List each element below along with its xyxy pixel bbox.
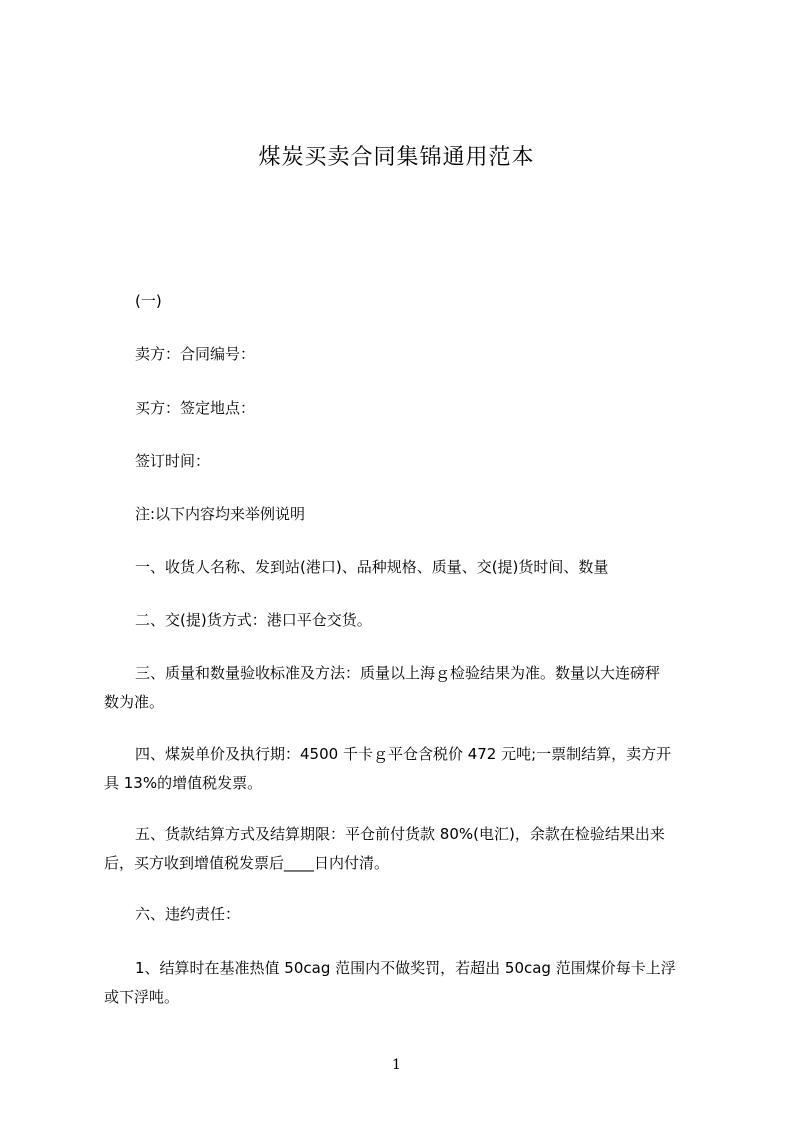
clause-6-item-1 bbox=[104, 954, 704, 1012]
clause-4-line-2: 具 13%的增值税发票。 bbox=[104, 774, 263, 792]
buyer-field: 买方：签定地点： bbox=[135, 399, 256, 417]
seller-field: 卖方：合同编号： bbox=[135, 345, 256, 363]
clause-5-line-1: 五、货款结算方式及结算期限：平仓前付货款 80%(电汇)，余款在检验结果出来 bbox=[135, 825, 665, 843]
clause-4-line-1: 四、煤炭单价及执行期：4500 千卡ｇ平仓含税价 472 元吨;一票制结算，卖方开 bbox=[135, 745, 672, 763]
clause-5 bbox=[104, 820, 704, 878]
section-number: (一) bbox=[135, 292, 162, 310]
clause-3 bbox=[104, 659, 704, 717]
clause-1: 一、收货人名称、发到站(港口)、品种规格、质量、交(提)货时间、数量 bbox=[135, 558, 609, 576]
clause-3-line-2: 数为准。 bbox=[104, 693, 165, 711]
clause-2: 二、交(提)货方式：港口平仓交货。 bbox=[135, 611, 372, 629]
clause-5-line-2: 后，买方收到增值税发票后____日内付清。 bbox=[104, 854, 390, 872]
clause-6-heading: 六、违约责任： bbox=[135, 905, 241, 923]
clause-3-line-1: 三、质量和数量验收标准及方法：质量以上海ｇ检验结果为准。数量以大连磅秤 bbox=[135, 664, 661, 682]
page-title: 煤炭买卖合同集锦通用范本 bbox=[258, 145, 535, 170]
clause-6-item-1-line-2: 或下浮吨。 bbox=[104, 988, 180, 1006]
page-number: 1 bbox=[392, 1057, 401, 1073]
clause-6-item-1-line-1: 1、结算时在基准热值 50cag 范围内不做奖罚，若超出 50cag 范围煤价每卡上浮 bbox=[135, 959, 676, 977]
signing-time-field: 签订时间： bbox=[135, 452, 211, 470]
clause-4 bbox=[104, 740, 704, 798]
note-paragraph: 注:以下内容均来举例说明 bbox=[135, 505, 306, 523]
